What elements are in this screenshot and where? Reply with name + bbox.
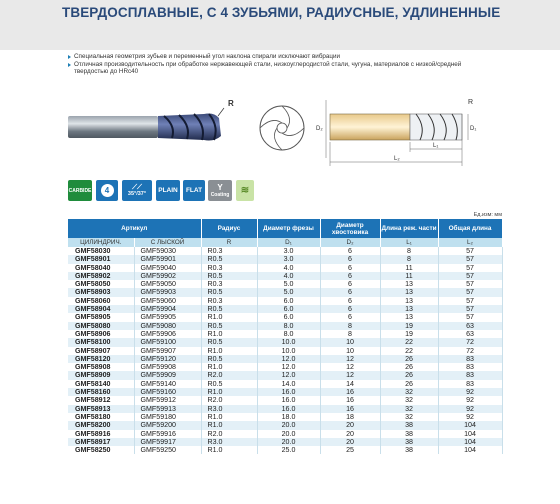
table-cell: 3.0 (257, 247, 320, 255)
feature-bullet-1: Специальная геометрия зубьев и переменный угол наклона спирали исключают вибрации (68, 53, 508, 61)
table-cell: 11 (380, 272, 438, 280)
table-cell: R0.5 (201, 355, 257, 363)
flutes-badge (96, 180, 118, 201)
table-cell: 26 (380, 363, 438, 371)
table-cell: 19 (380, 330, 438, 338)
table-cell: 26 (380, 380, 438, 388)
table-cell: R1.0 (201, 363, 257, 371)
table-cell: GMF58160 (68, 388, 134, 396)
table-cell: R0.5 (201, 255, 257, 263)
table-cell: GMF58250 (68, 446, 134, 454)
stripes-badge (236, 180, 254, 201)
table-cell: GMF58905 (68, 313, 134, 321)
table-cell: GMF59912 (134, 396, 201, 404)
table-cell: 20.0 (257, 421, 320, 429)
table-cell: 25 (320, 446, 380, 454)
unit-note: Ед.изм: мм (473, 212, 502, 218)
table-cell: 16.0 (257, 388, 320, 396)
table-subheader-row (68, 238, 502, 247)
table-cell: 57 (438, 305, 502, 313)
table-cell: 19 (380, 322, 438, 330)
table-cell: 6 (320, 280, 380, 288)
table-cell: 12 (320, 363, 380, 371)
table-cell: 26 (380, 355, 438, 363)
table-cell: 57 (438, 255, 502, 263)
table-cell: 72 (438, 347, 502, 355)
sub-cyl: ЦИЛИНДРИЧ. (68, 238, 134, 247)
table-cell: 32 (380, 405, 438, 413)
table-cell: 18.0 (257, 413, 320, 421)
table-cell: 4.0 (257, 264, 320, 272)
table-cell: 83 (438, 371, 502, 379)
table-cell: 16.0 (257, 396, 320, 404)
table-cell: 92 (438, 396, 502, 404)
table-cell: 57 (438, 297, 502, 305)
table-cell: GMF58906 (68, 330, 134, 338)
table-row (68, 305, 502, 313)
table-row (68, 396, 502, 404)
table-cell: GMF59100 (134, 338, 201, 346)
sub-l1: L₁ (380, 238, 438, 247)
table-row (68, 247, 502, 255)
table-cell: 6.0 (257, 313, 320, 321)
table-cell: 32 (380, 396, 438, 404)
table-cell: R1.0 (201, 330, 257, 338)
table-cell: GMF58903 (68, 288, 134, 296)
radius-label: R (228, 99, 234, 108)
table-row (68, 355, 502, 363)
table-cell: GMF59913 (134, 405, 201, 413)
table-cell: R0.5 (201, 338, 257, 346)
sub-l2: L₂ (438, 238, 502, 247)
table-cell: GMF58916 (68, 430, 134, 438)
table-cell: R1.0 (201, 421, 257, 429)
table-cell: 18 (320, 413, 380, 421)
table-cell: 20.0 (257, 430, 320, 438)
table-cell: R0.3 (201, 297, 257, 305)
table-row (68, 380, 502, 388)
table-cell: GMF59903 (134, 288, 201, 296)
table-cell: 20 (320, 421, 380, 429)
table-cell: GMF59907 (134, 347, 201, 355)
table-row (68, 430, 502, 438)
table-row (68, 363, 502, 371)
table-body (68, 247, 502, 454)
table-cell: GMF59905 (134, 313, 201, 321)
carbide-label: CARBIDE (68, 187, 92, 194)
table-cell: 6.0 (257, 297, 320, 305)
table-row (68, 330, 502, 338)
table-cell: 57 (438, 264, 502, 272)
table-cell: 10 (320, 347, 380, 355)
table-cell: 8 (320, 322, 380, 330)
col-l1: Длина реж. части (380, 219, 438, 238)
table-cell: 63 (438, 330, 502, 338)
table-cell: GMF59060 (134, 297, 201, 305)
table-cell: 13 (380, 297, 438, 305)
table-cell: 57 (438, 313, 502, 321)
table-cell: 92 (438, 413, 502, 421)
table-cell: 13 (380, 313, 438, 321)
coating-y-label: Y (217, 182, 223, 192)
table-cell: R0.5 (201, 272, 257, 280)
table-cell: 16 (320, 388, 380, 396)
flutes-count: 4 (101, 184, 114, 197)
table-row (68, 280, 502, 288)
table-row (68, 322, 502, 330)
table-cell: 20 (320, 430, 380, 438)
table-cell: 57 (438, 247, 502, 255)
table-cell: GMF58912 (68, 396, 134, 404)
table-cell: 5.0 (257, 280, 320, 288)
table-cell: 6 (320, 297, 380, 305)
table-cell: 57 (438, 272, 502, 280)
table-row (68, 371, 502, 379)
table-cell: GMF58913 (68, 405, 134, 413)
end-mill-photo (68, 114, 221, 141)
table-cell: 38 (380, 421, 438, 429)
table-cell: GMF59902 (134, 272, 201, 280)
table-cell: R2.0 (201, 396, 257, 404)
table-cell: 92 (438, 405, 502, 413)
table-cell: 83 (438, 380, 502, 388)
col-article: Артикул (68, 219, 201, 238)
table-cell: 6 (320, 313, 380, 321)
feature-bullet-2: Отличная производительность при обработке нержавеющей стали, низкоуглеродистой стали, чугуна, материалов с низкой/средней (68, 61, 508, 69)
l2-label: L₂ (394, 156, 400, 162)
carbide-badge (68, 180, 92, 201)
table-cell: GMF59904 (134, 305, 201, 313)
helix-badge (122, 180, 152, 201)
table-cell: 14 (320, 380, 380, 388)
table-cell: 10 (320, 338, 380, 346)
table-cell: 92 (438, 388, 502, 396)
table-cell: GMF59908 (134, 363, 201, 371)
spec-table (68, 219, 503, 454)
table-cell: GMF58040 (68, 264, 134, 272)
table-cell: 4.0 (257, 272, 320, 280)
table-cell: R1.0 (201, 446, 257, 454)
table-row (68, 421, 502, 429)
table-cell: 25.0 (257, 446, 320, 454)
table-cell: GMF58901 (68, 255, 134, 263)
table-cell: 104 (438, 438, 502, 446)
sub-flat: С ЛЫСКОЙ (134, 238, 201, 247)
table-cell: GMF58180 (68, 413, 134, 421)
table-cell: GMF59180 (134, 413, 201, 421)
coating-label: Coating (210, 191, 230, 198)
table-cell: 26 (380, 371, 438, 379)
table-cell: GMF58060 (68, 297, 134, 305)
table-cell: 8 (380, 247, 438, 255)
table-cell: R0.5 (201, 305, 257, 313)
table-cell: GMF58200 (68, 421, 134, 429)
table-cell: 8.0 (257, 330, 320, 338)
table-cell: 12.0 (257, 355, 320, 363)
table-cell: 6 (320, 305, 380, 313)
end-view-drawing (260, 106, 304, 150)
table-row (68, 446, 502, 454)
table-cell: GMF59040 (134, 264, 201, 272)
table-row (68, 264, 502, 272)
l1-label: L₁ (433, 143, 439, 149)
table-row (68, 388, 502, 396)
table-cell: 57 (438, 280, 502, 288)
table-cell: GMF58120 (68, 355, 134, 363)
table-header-row (68, 219, 502, 238)
table-cell: 8.0 (257, 322, 320, 330)
table-cell: GMF59250 (134, 446, 201, 454)
table-cell: GMF59140 (134, 380, 201, 388)
sub-d2: D₂ (320, 238, 380, 247)
table-cell: 38 (380, 430, 438, 438)
table-cell: 32 (380, 388, 438, 396)
table-row (68, 288, 502, 296)
table-row (68, 438, 502, 446)
table-cell: GMF58080 (68, 322, 134, 330)
flat-badge (183, 180, 205, 201)
table-cell: 6 (320, 288, 380, 296)
table-cell: GMF58902 (68, 272, 134, 280)
table-cell: R1.0 (201, 413, 257, 421)
table-cell: GMF59916 (134, 430, 201, 438)
table-cell: 16 (320, 405, 380, 413)
table-cell: R2.0 (201, 430, 257, 438)
table-cell: GMF58100 (68, 338, 134, 346)
table-cell: GMF58917 (68, 438, 134, 446)
page-title: ТВЕРДОСПЛАВНЫЕ, С 4 ЗУБЬЯМИ, РАДИУСНЫЕ, УДЛИНЕННЫЕ (62, 5, 501, 20)
table-cell: R1.0 (201, 388, 257, 396)
table-cell: GMF58140 (68, 380, 134, 388)
table-cell: 104 (438, 421, 502, 429)
table-cell: 6 (320, 247, 380, 255)
sub-d1: D₁ (257, 238, 320, 247)
table-cell: 104 (438, 430, 502, 438)
table-cell: 20.0 (257, 438, 320, 446)
table-cell: 11 (380, 264, 438, 272)
table-cell: R3.0 (201, 438, 257, 446)
table-cell: 13 (380, 288, 438, 296)
table-row (68, 405, 502, 413)
table-cell: GMF59080 (134, 322, 201, 330)
table-cell: GMF58904 (68, 305, 134, 313)
table-cell: 13 (380, 305, 438, 313)
table-cell: R1.0 (201, 313, 257, 321)
col-radius: Радиус (201, 219, 257, 238)
table-cell: 22 (380, 347, 438, 355)
table-cell: 38 (380, 446, 438, 454)
table-cell: 12.0 (257, 363, 320, 371)
tool-illustration (64, 86, 484, 176)
table-cell: R1.0 (201, 347, 257, 355)
table-cell: 8 (380, 255, 438, 263)
d2-label: D₂ (316, 126, 323, 132)
table-cell: R0.3 (201, 280, 257, 288)
table-cell: 20 (320, 438, 380, 446)
table-cell: GMF58907 (68, 347, 134, 355)
table-cell: 10.0 (257, 347, 320, 355)
table-cell: 16 (320, 396, 380, 404)
table-cell: 5.0 (257, 288, 320, 296)
table-cell: 10.0 (257, 338, 320, 346)
table-cell: GMF58909 (68, 371, 134, 379)
table-cell: GMF59160 (134, 388, 201, 396)
table-cell: 14.0 (257, 380, 320, 388)
table-row (68, 272, 502, 280)
table-cell: 104 (438, 446, 502, 454)
col-l2: Общая длина (438, 219, 502, 238)
table-cell: GMF59120 (134, 355, 201, 363)
table-cell: GMF59901 (134, 255, 201, 263)
table-cell: GMF59906 (134, 330, 201, 338)
table-cell: 12 (320, 371, 380, 379)
col-d1: Диаметр фрезы (257, 219, 320, 238)
table-row (68, 413, 502, 421)
plain-badge (156, 180, 180, 201)
table-cell: 16.0 (257, 405, 320, 413)
flat-label: FLAT (185, 187, 203, 194)
table-cell: R0.5 (201, 380, 257, 388)
sub-r: R (201, 238, 257, 247)
table-cell: 22 (380, 338, 438, 346)
radius-label-drawing: R (468, 99, 474, 106)
table-cell: R0.5 (201, 322, 257, 330)
table-cell: 38 (380, 438, 438, 446)
helix-icon: ⟋⟋ (132, 184, 142, 191)
table-row (68, 255, 502, 263)
table-cell: R3.0 (201, 405, 257, 413)
feature-bullet-2-continued: твердостью до HRc40 (74, 68, 139, 76)
table-cell: 6 (320, 255, 380, 263)
table-cell: GMF59030 (134, 247, 201, 255)
d1-label: D₁ (470, 126, 477, 132)
table-cell: 6.0 (257, 305, 320, 313)
table-cell: GMF59200 (134, 421, 201, 429)
coating-badge (208, 180, 232, 201)
table-cell: GMF58050 (68, 280, 134, 288)
table-cell: 13 (380, 280, 438, 288)
helix-label: 35°/37° (127, 191, 147, 197)
table-cell: 6 (320, 272, 380, 280)
table-cell: 12.0 (257, 371, 320, 379)
table-cell: GMF59909 (134, 371, 201, 379)
table-cell: 83 (438, 355, 502, 363)
table-row (68, 313, 502, 321)
table-cell: GMF59917 (134, 438, 201, 446)
table-row (68, 297, 502, 305)
table-cell: 83 (438, 363, 502, 371)
feature-list (68, 53, 508, 76)
plain-label: PLAIN (158, 187, 178, 194)
table-cell: R0.3 (201, 264, 257, 272)
table-cell: 63 (438, 322, 502, 330)
table-cell: GMF58030 (68, 247, 134, 255)
table-cell: R2.0 (201, 371, 257, 379)
table-row (68, 347, 502, 355)
table-cell: 6 (320, 264, 380, 272)
table-row (68, 338, 502, 346)
table-cell: 12 (320, 355, 380, 363)
table-cell: R0.3 (201, 247, 257, 255)
table-cell: GMF58908 (68, 363, 134, 371)
stripes-icon: ≋ (240, 185, 250, 196)
col-d2: Диаметр хвостовика (320, 219, 380, 238)
table-cell: 3.0 (257, 255, 320, 263)
table-cell: 57 (438, 288, 502, 296)
table-cell: R0.5 (201, 288, 257, 296)
table-cell: 72 (438, 338, 502, 346)
table-cell: 32 (380, 413, 438, 421)
table-cell: GMF59050 (134, 280, 201, 288)
table-cell: 8 (320, 330, 380, 338)
